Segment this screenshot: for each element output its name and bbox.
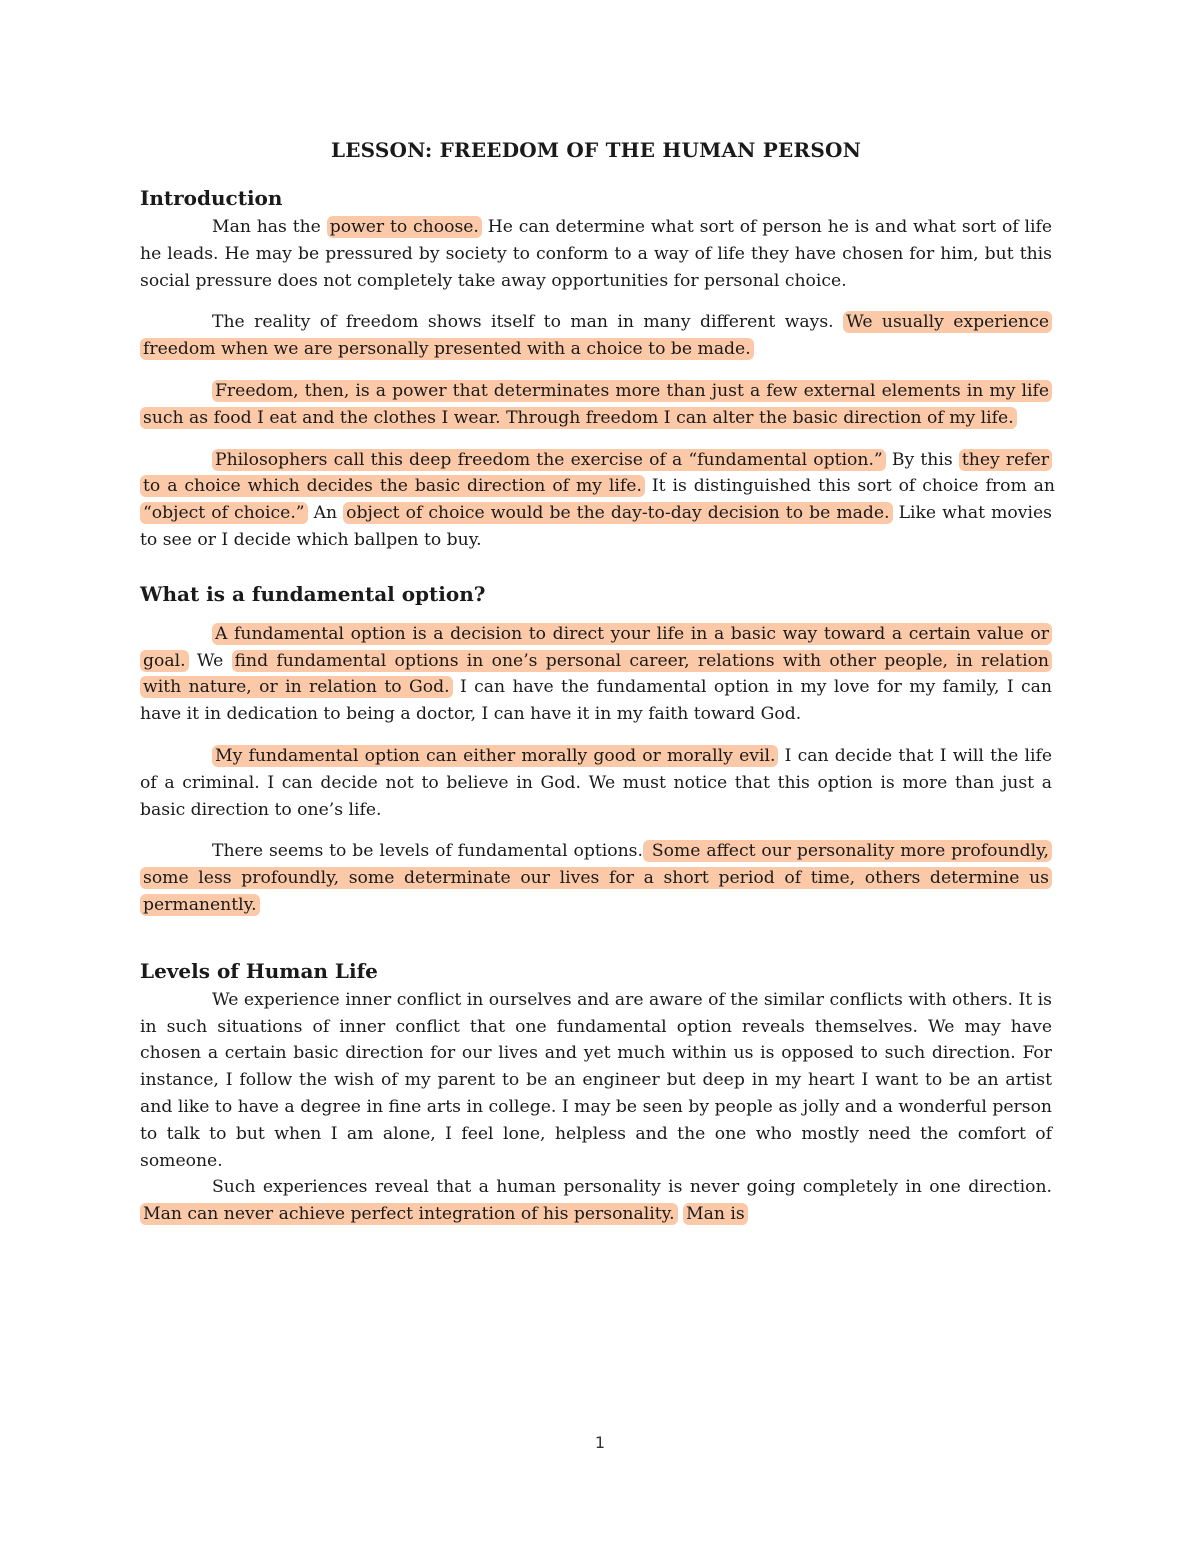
highlight: they refer to a choice which decides the basic direction of my life. xyxy=(140,449,1052,498)
highlight: Philosophers call this deep freedom the exercise of a “fundamental option.” xyxy=(212,449,886,471)
highlight: Some affect our personality more profoundly, some less profoundly, some determinate our lives for a short period of time, others determine us permanently. xyxy=(140,840,1052,916)
intro-paragraph-4 xyxy=(140,447,1055,554)
highlight: “object of choice.” xyxy=(140,502,308,524)
fundamental-paragraph-2 xyxy=(140,743,1052,823)
highlight: Freedom, then, is a power that determinates more than just a few external elements in my life such as food I eat and the clothes I wear. Through freedom I can alter the basic direction of my life. xyxy=(140,380,1052,429)
text-run: He can determine what sort of person he is and what sort of life he leads. He may be pressured by society to conform to a way of life they have chosen for him, but this social pressure does not completely take away opportunities for personal choice. xyxy=(140,217,1053,291)
fundamental-paragraph-3 xyxy=(140,838,1052,918)
document-body xyxy=(140,138,1055,1228)
fundamental-paragraph-1 xyxy=(140,621,1052,728)
section-heading-fundamental-option: What is a fundamental option? xyxy=(140,581,486,606)
highlight: My fundamental option can either morally good or morally evil. xyxy=(212,745,778,767)
text-run: By this xyxy=(885,449,959,470)
highlight: We usually experience freedom when we are personally presented with a choice to be made. xyxy=(140,311,1052,360)
text-run: An xyxy=(307,503,344,524)
highlight: Man can never achieve perfect integration of his personality. xyxy=(140,1203,678,1225)
section-heading-levels-of-human-life: Levels of Human Life xyxy=(140,958,378,983)
page-number: 1 xyxy=(594,1433,606,1452)
text-run: It is distinguished this sort of choice from an xyxy=(644,476,1055,497)
text-run: I can have the fundamental option in my love for my family, I can have it in dedication to being a doctor, I can have it in my faith toward God. xyxy=(140,677,1052,725)
text-run: We xyxy=(188,650,232,671)
section-heading-introduction: Introduction xyxy=(140,186,283,210)
intro-paragraph-3 xyxy=(140,378,1052,432)
page-title: LESSON: FREEDOM OF THE HUMAN PERSON xyxy=(330,138,862,162)
text-run: I can decide that I will the life of a criminal. I can decide not to believe in God. We must notice that this option is more than just a basic direction to one’s life. xyxy=(140,745,1052,820)
highlight: Man is xyxy=(683,1203,748,1225)
text-run: Man has the xyxy=(212,217,327,237)
highlight: object of choice would be the day-to-day decision to be made. xyxy=(343,502,892,524)
text-run: Like what movies to see or I decide which ballpen to buy. xyxy=(140,503,1052,550)
highlight: power to choose. xyxy=(327,216,482,238)
levels-paragraph-1: We experience inner conflict in ourselves and are aware of the similar conflicts with others. It is in such situations of inner conflict that one fundamental option reveals themselves. We may have chosen a certain basic direction for our lives and yet much within us is opposed to such direction. For instance, I follow the wish of my parent to be an engineer but deep in my heart I want to be an artist and like to have a degree in fine arts in college. I may be seen by people as jolly and a wonderful person to talk to but when I am alone, I feel lone, helpless and the one who mostly need the comfort of someone. xyxy=(140,989,1052,1171)
intro-paragraph-1 xyxy=(140,214,1052,294)
levels-paragraph-2 xyxy=(140,1174,1052,1228)
highlight: find fundamental options in one’s personal career, relations with other people, in relation with nature, or in relation to God. xyxy=(140,650,1052,699)
text-run: Such experiences reveal that a human personality is never going completely in one direction. xyxy=(212,1177,1052,1198)
intro-paragraph-2 xyxy=(140,309,1052,363)
text-run: The reality of freedom shows itself to man in many different ways. xyxy=(212,312,844,333)
highlight: A fundamental option is a decision to direct your life in a basic way toward a certain value or goal. xyxy=(140,623,1052,672)
text-run: There seems to be levels of fundamental options. xyxy=(212,841,643,862)
